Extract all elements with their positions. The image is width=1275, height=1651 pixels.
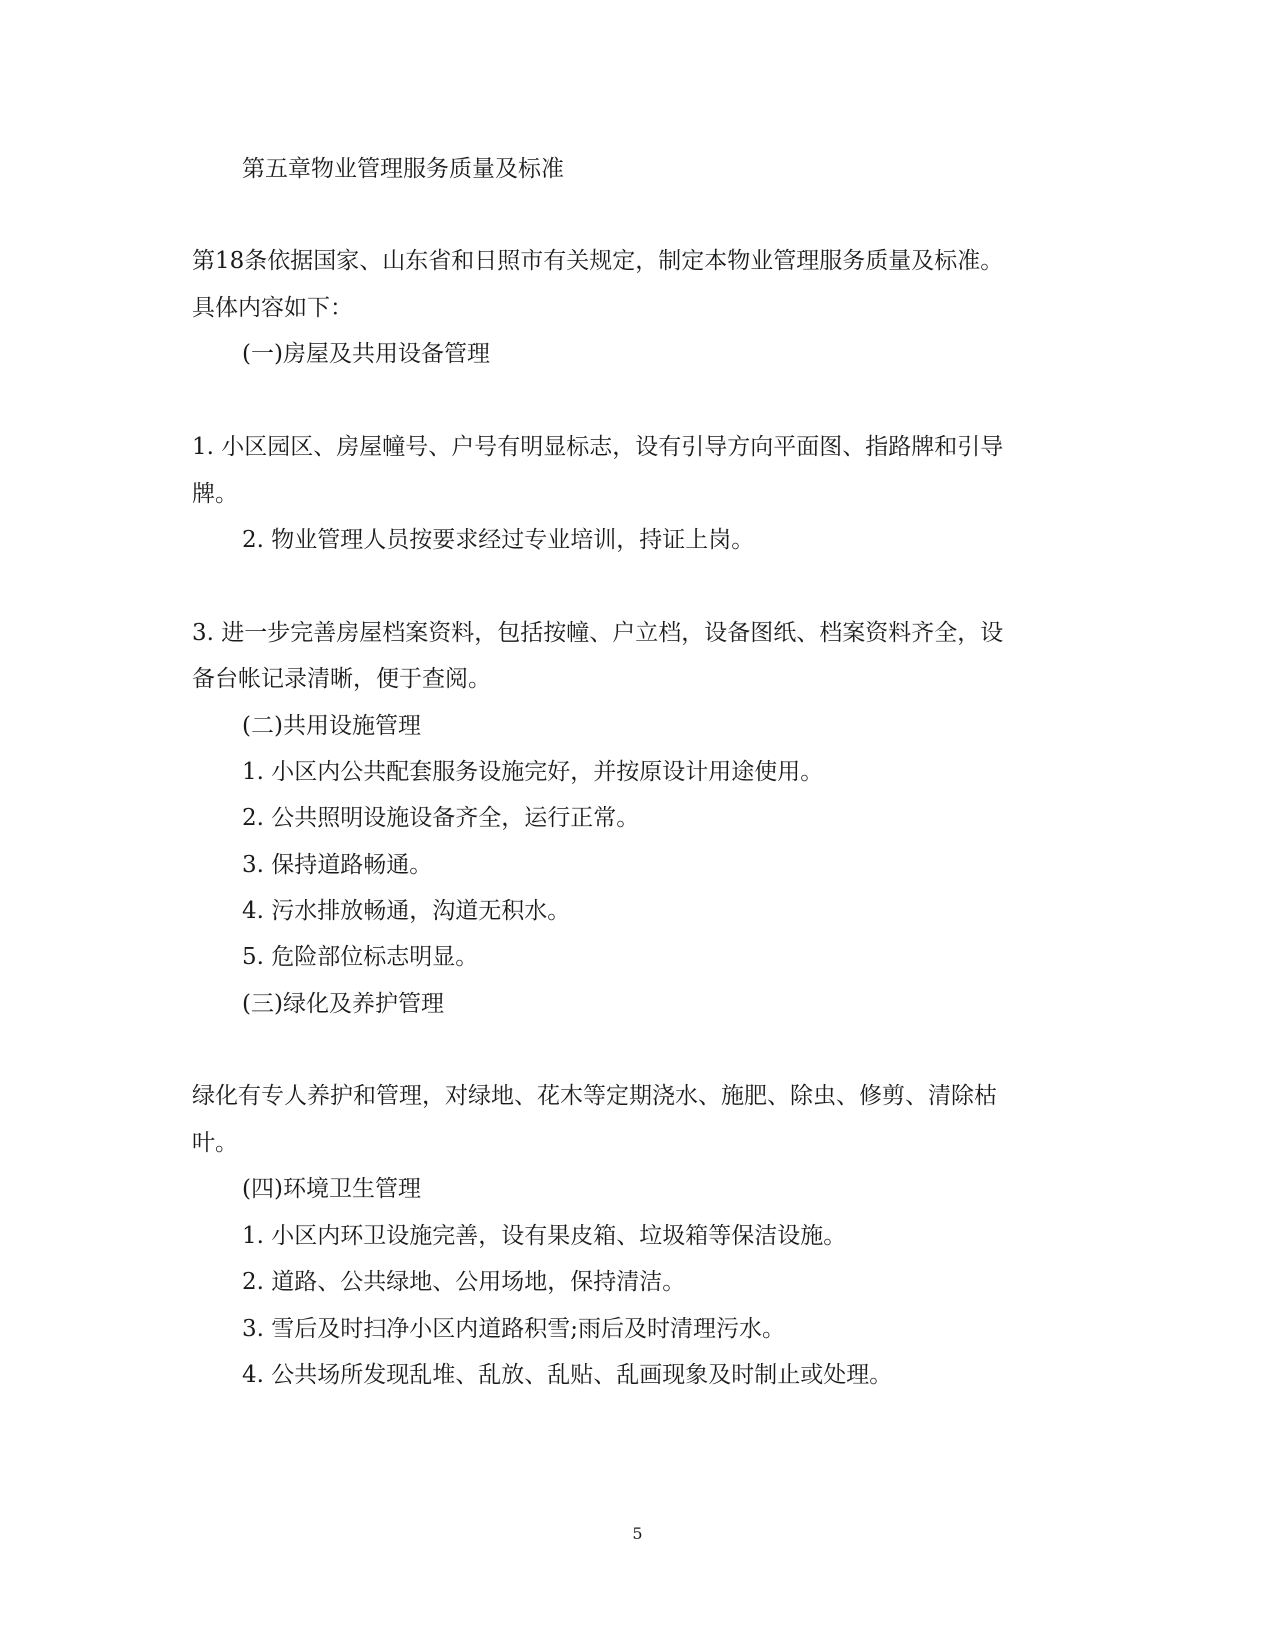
section1-item2: 2. 物业管理人员按要求经过专业培训，持证上岗。 (242, 527, 755, 553)
chapter-title: 第五章物业管理服务质量及标准 (242, 156, 564, 182)
section2-item: 3. 保持道路畅通。 (242, 852, 433, 878)
section4-item: 3. 雪后及时扫净小区内道路积雪;雨后及时清理污水。 (242, 1316, 786, 1342)
section4-item: 2. 道路、公共绿地、公用场地，保持清洁。 (242, 1269, 686, 1295)
section1-item1-line2: 牌。 (192, 481, 238, 507)
section2-item: 1. 小区内公共配套服务设施完好，并按原设计用途使用。 (242, 759, 824, 785)
section2-heading: (二)共用设施管理 (242, 713, 421, 739)
section3-text-line2: 叶。 (192, 1130, 238, 1156)
section4-item: 4. 公共场所发现乱堆、乱放、乱贴、乱画现象及时制止或处理。 (242, 1362, 893, 1388)
section1-item3-line1: 3. 进一步完善房屋档案资料，包括按幢、户立档，设备图纸、档案资料齐全，设 (192, 620, 1004, 646)
section4-heading: (四)环境卫生管理 (242, 1176, 421, 1202)
section1-item3-line2: 备台帐记录清晰，便于查阅。 (192, 666, 491, 692)
article-18-line2: 具体内容如下： (192, 295, 353, 321)
section2-item: 4. 污水排放畅通，沟道无积水。 (242, 898, 571, 924)
section1-item1-line1: 1. 小区园区、房屋幢号、户号有明显标志，设有引导方向平面图、指路牌和引导 (192, 434, 1004, 460)
section1-heading: (一)房屋及共用设备管理 (242, 341, 490, 367)
section2-item: 5. 危险部位标志明显。 (242, 944, 479, 970)
section2-item: 2. 公共照明设施设备齐全，运行正常。 (242, 805, 640, 831)
section4-item: 1. 小区内环卫设施完善，设有果皮箱、垃圾箱等保洁设施。 (242, 1223, 847, 1249)
section3-text-line1: 绿化有专人养护和管理，对绿地、花木等定期浇水、施肥、除虫、修剪、清除枯 (192, 1083, 997, 1109)
article-18-line1: 第18条依据国家、山东省和日照市有关规定，制定本物业管理服务质量及标准。 (192, 248, 1004, 274)
section3-heading: (三)绿化及养护管理 (242, 991, 444, 1017)
page-number: 5 (632, 1524, 643, 1543)
